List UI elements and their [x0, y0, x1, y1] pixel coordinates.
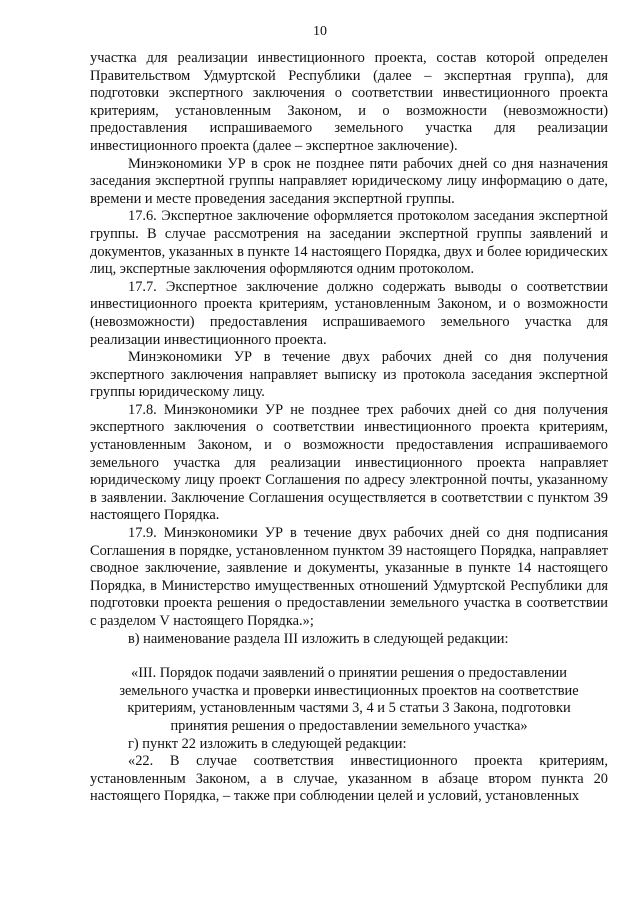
- section-heading-line: принятия решения о предоставлении земельного участка»: [170, 717, 528, 734]
- paragraph-point-22: «22. В случае соответствия инвестиционного проекта критериям, установленным Законом, а в случае, указанном в абзаце втором пункта 20 настоящего Порядка, – также при соблюдении целей и условий, установленных: [90, 753, 608, 805]
- paragraph-17-6: 17.6. Экспертное заключение оформляется протоколом заседания экспертной группы. В случае рассмотрения на заседании экспертной группы заявлений и документов, указанных в пункте 14 настоящего Порядка, двух и более юридических лиц, экспертные заключения оформляются одним протоколом.: [90, 208, 608, 278]
- paragraph-notification: Минэкономики УР в срок не позднее пяти рабочих дней со дня назначения заседания экспертной группы направляет юридическому лицу информацию о дате, времени и месте проведения заседания экспертной группы.: [90, 155, 608, 207]
- paragraph-17-8: 17.8. Минэкономики УР не позднее трех рабочих дней со дня получения экспертного заключения о соответствии инвестиционного проекта критериям, установленным Законом, и о возможности предоставления испрашиваемого земельного участка для реализации инвестиционного проекта направляет юридическому лицу проект Соглашения по адресу электронной почты, указанному в заявлении. Заключение Соглашения осуществляется в соответствии с пунктом 39 настоящего Порядка.: [90, 401, 608, 524]
- section-heading: [90, 665, 608, 735]
- paragraph-17-7: 17.7. Экспертное заключение должно содержать выводы о соответствии инвестиционного проекта критериям, установленным Законом, и о возможности (невозможности) предоставления испрашиваемого земельного участка для реализации инвестиционного проекта.: [90, 278, 608, 348]
- document-body: [90, 50, 608, 806]
- section-heading-line: критериям, установленным частями 3, 4 и 5 статьи 3 Закона, подготовки: [127, 700, 571, 717]
- section-heading-line: «III. Порядок подачи заявлений о принятии решения о предоставлении: [131, 665, 567, 682]
- paragraph-17-9: 17.9. Минэкономики УР в течение двух рабочих дней со дня подписания Соглашения в порядке, установленном пунктом 39 настоящего Порядка, направляет сводное заключение, заявление и документы, указанные в пункте 14 настоящего Порядка, в Министерство имущественных отношений Удмуртской Республики для подготовки проекта решения о предоставлении земельного участка в соответствии с разделом V настоящего Порядка.»;: [90, 525, 608, 629]
- paragraph-point-22-intro: г) пункт 22 изложить в следующей редакции:: [128, 735, 407, 752]
- page-number: 10: [313, 24, 327, 39]
- paragraph-extract: Минэкономики УР в течение двух рабочих дней со дня получения экспертного заключения направляет выписку из протокола заседания экспертной группы юридическому лицу.: [90, 349, 608, 401]
- paragraph-continuation: участка для реализации инвестиционного проекта, состав которой определен Правительством Удмуртской Республики (далее – экспертная группа), для подготовки экспертного заключения о соответствии инвестиционного проекта критериям, установленным Законом, и о возможности (невозможности) предоставления испрашиваемого земельного участка для реализации инвестиционного проекта (далее – экспертное заключение).: [90, 50, 608, 154]
- paragraph-section-rename: в) наименование раздела III изложить в следующей редакции:: [128, 630, 509, 647]
- section-heading-line: земельного участка и проверки инвестиционных проектов на соответствие: [119, 682, 579, 699]
